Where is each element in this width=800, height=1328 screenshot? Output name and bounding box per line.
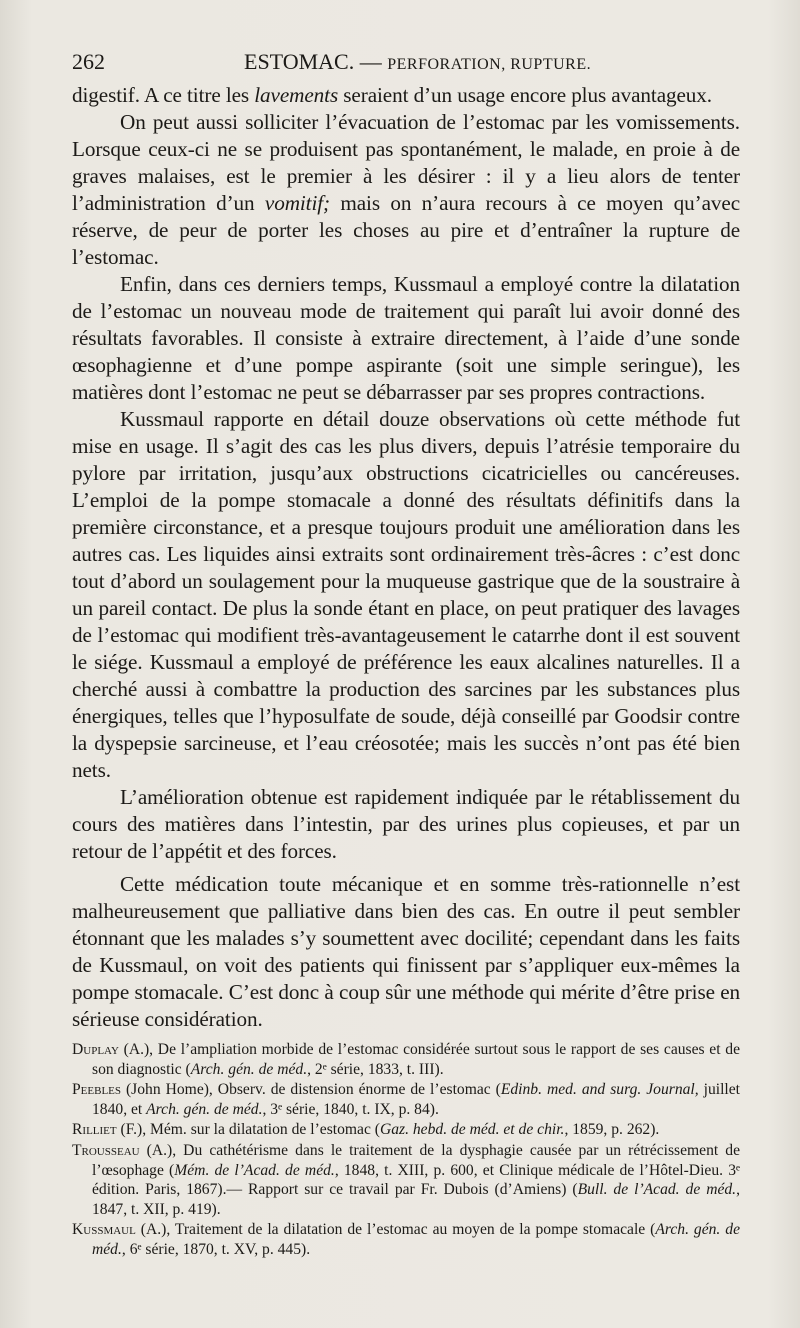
paragraph-medication: Cette médication toute mécanique et en somme très-rationnelle n’est malheureusement que palliative dans bien des cas. En outre il peut sembler étonnant que les malades s’y soumettent avec docilité; cependant dans les faits de Kussmaul, on voit des patients qui finissent par s’appliquer eux-mêmes la pompe stomacale. C’est donc à coup sûr une méthode qui mérite d’être prise en sérieuse considération. <box>72 872 740 1031</box>
paragraph-continued: digestif. A ce titre les lavements seraient d’un usage encore plus avantageux. <box>72 83 712 107</box>
reference-item: Kussmaul (A.), Traitement de la dilatation de l’estomac au moyen de la pompe stomacale (Arch. gén. de méd., 6ᵉ série, 1870, t. XV, p. 445). <box>72 1221 740 1258</box>
paragraph-kussmaul-observations: Kussmaul rapporte en détail douze observations où cette méthode fut mise en usage. Il s’agit des cas les plus divers, depuis l’atrésie temporaire du pylore par irritation, jusqu’aux obstructions cicatricielles ou cancéreuses. L’emploi de la pompe stomacale a donné des résultats définitifs dans la première circonstance, et a presque toujours produit une amélioration dans les autres cas. Les liquides ainsi extraits sont ordinairement très-âcres : c’est donc tout d’abord un soulagement pour la muqueuse gastrique que de la soustraire à un pareil contact. De plus la sonde étant en place, on peut pratiquer des lavages de l’estomac qui modifient très-avantageusement le catarrhe dont il est souvent le siége. Kussmaul a employé de préférence les eaux alcalines naturelles. Il a cherché aussi à combattre la production des sarcines par les substances plus énergiques, telles que l’hyposulfate de soude, déjà conseillé par Goodsir contre la dyspepsie sarcineuse, et l’eau créosotée; mais les succès n’ont pas été bien nets. <box>72 407 740 782</box>
paragraph-vomissements: On peut aussi solliciter l’évacuation de l’estomac par les vomissements. Lorsque ceux-ci ne se produisent pas spontanément, le malade, en proie à de graves malaises, est le premier à les désirer : il y a lieu alors de tenter l’administration d’un vomitif; mais on n’aura recours à ce moyen qu’avec réserve, de peur de porter les choses au pire et d’entraîner la rupture de l’estomac. <box>72 110 741 269</box>
main-text <box>72 82 740 1033</box>
reference-item: Rilliet (F.), Mém. sur la dilatation de l’estomac (Gaz. hebd. de méd. et de chir., 1859, p. 262). <box>72 1121 660 1139</box>
page-number: 262 <box>72 49 105 74</box>
running-title-sub: PERFORATION, RUPTURE. <box>387 56 592 73</box>
paragraph-kussmaul-method: Enfin, dans ces derniers temps, Kussmaul a employé contre la dilatation de l’estomac un nouveau mode de traitement qui paraît lui avoir donné des résultats favorables. Il consiste à extraire directement, à l’aide d’une sonde œsophagienne et d’une pompe aspirante (soit une simple seringue), les matières dont l’estomac ne peut se débarrasser par ses propres contractions. <box>72 272 740 404</box>
reference-item: Trousseau (A.), Du cathétérisme dans le traitement de la dysphagie causée par un rétrécissement de l’œsophage (Mém. de l’Acad. de méd., 1848, t. XIII, p. 600, et Clinique médicale de l’Hôtel-Dieu. 3ᵉ édition. Paris, 1867).— Rapport sur ce travail par Fr. Dubois (d’Amiens) (Bull. de l’Acad. de méd., 1847, t. XII, p. 419). <box>72 1141 740 1218</box>
running-title-main: ESTOMAC. — <box>244 49 388 74</box>
paragraph-amelioration: L’amélioration obtenue est rapidement indiquée par le rétablissement du cours des matières dans l’intestin, par des urines plus copieuses, et par un retour de l’appétit et des forces. <box>72 785 740 863</box>
reference-item: Duplay (A.), De l’ampliation morbide de l’estomac considérée surtout sous le rapport de ses causes et de son diagnostic (Arch. gén. de méd., 2ᵉ série, 1833, t. III). <box>72 1041 740 1078</box>
running-header <box>72 48 740 76</box>
reference-item: Peebles (John Home), Observ. de distension énorme de l’estomac (Edinb. med. and surg. Journal, juillet 1840, et Arch. gén. de méd., 3ᵉ série, 1840, t. IX, p. 84). <box>72 1081 741 1118</box>
running-title <box>244 48 591 79</box>
bibliography <box>72 1040 740 1261</box>
